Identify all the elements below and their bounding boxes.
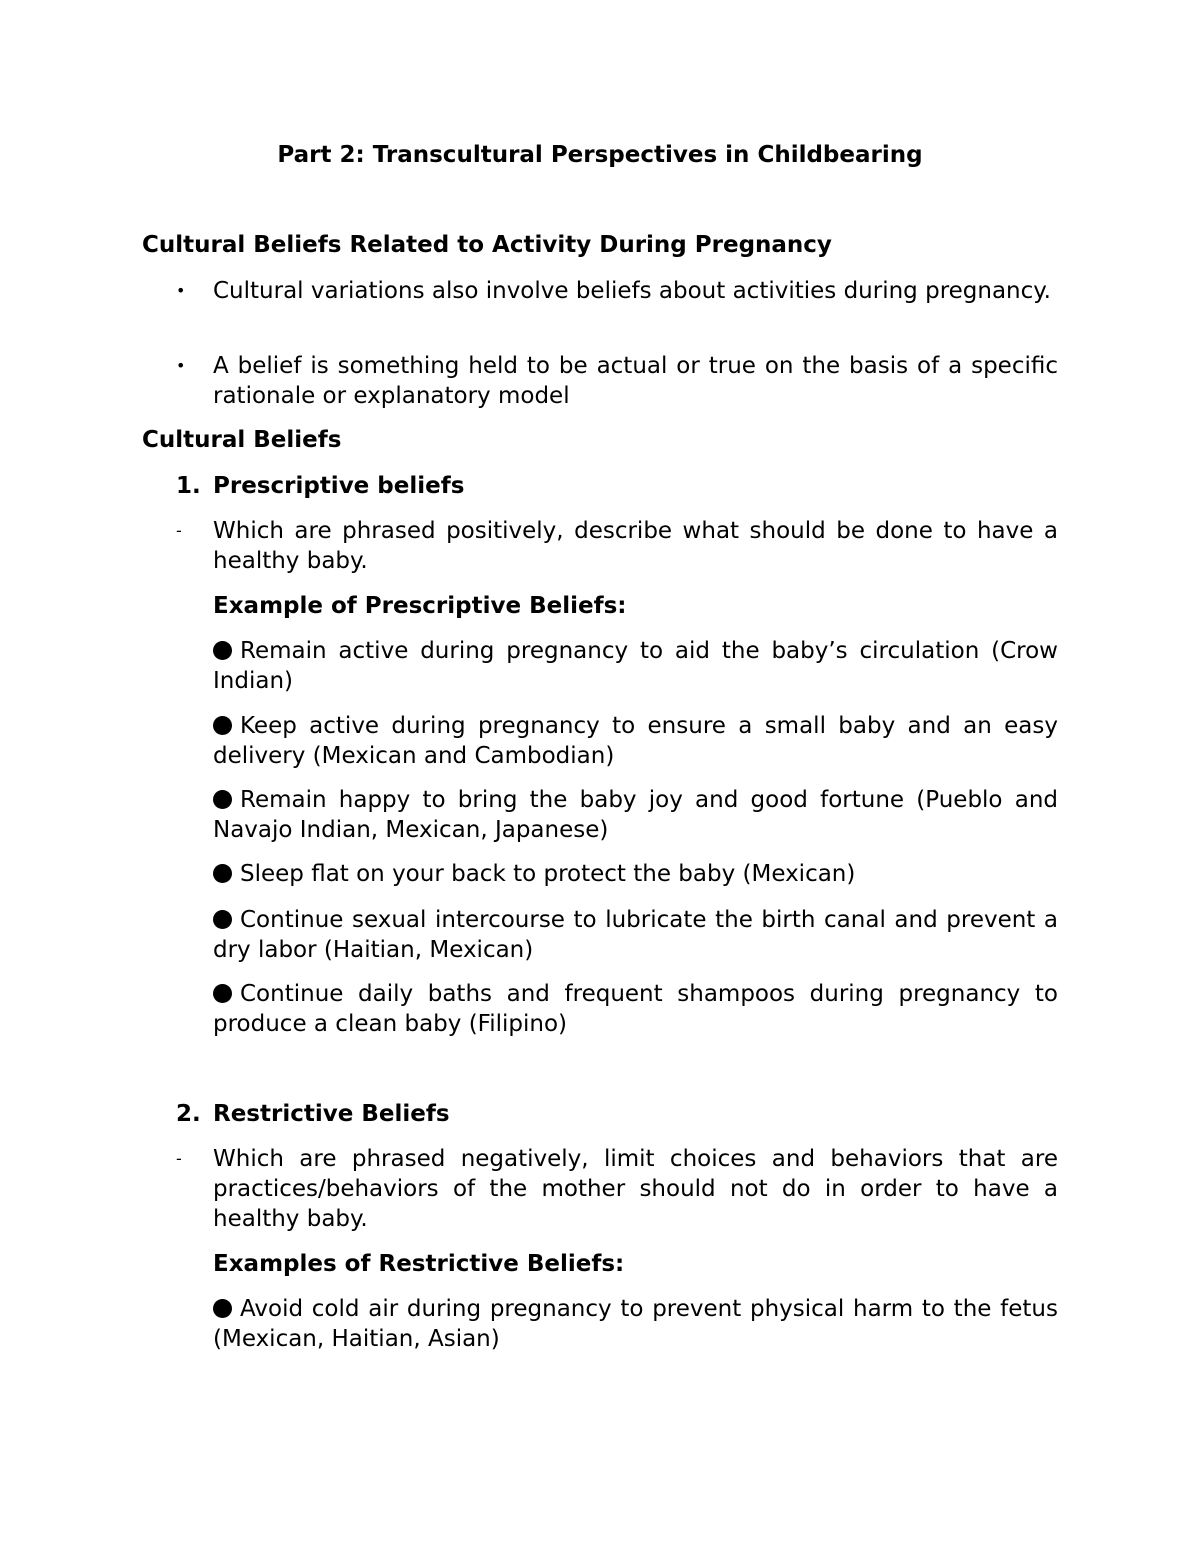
subheading-prescriptive: Prescriptive beliefs [213,473,465,499]
filled-circle-icon [213,790,232,809]
example-item [213,979,1058,1039]
example-text: Keep active during pregnancy to ensure a small baby and an easy delivery (Mexican and Cambodian) [213,713,1058,769]
example-text: Avoid cold air during pregnancy to prevent physical harm to the fetus (Mexican, Haitian, Asian) [213,1296,1058,1352]
example-text: Continue sexual intercourse to lubricate the birth canal and prevent a dry labor (Haitian, Mexican) [213,907,1058,963]
filled-circle-icon [213,910,232,929]
dash-marker: - [176,521,182,540]
bullet-item: Cultural variations also involve beliefs about activities during pregnancy. [213,278,1051,304]
filled-circle-icon [213,864,232,883]
example-item [213,905,1058,965]
filled-circle-icon [213,984,232,1003]
restrictive-description: Which are phrased negatively, limit choices and behaviors that are practices/behaviors of the mother should not do in order to have a healthy baby. [213,1146,1058,1232]
example-item [213,711,1058,771]
prescriptive-examples-heading: Example of Prescriptive Beliefs: [213,593,627,619]
example-text: Remain happy to bring the baby joy and good fortune (Pueblo and Navajo Indian, Mexican, Japanese) [213,787,1058,843]
bullet-marker: • [176,356,186,375]
example-text: Continue daily baths and frequent shampoos during pregnancy to produce a clean baby (Filipino) [213,981,1058,1037]
example-item [213,636,1058,696]
dash-marker: - [176,1149,182,1168]
filled-circle-icon [213,641,232,660]
list-number: 1. [176,473,201,499]
list-number: 2. [176,1101,201,1127]
example-item [213,859,1058,889]
example-text: Remain active during pregnancy to aid the baby’s circulation (Crow Indian) [213,638,1058,694]
example-item [213,1294,1058,1354]
bullet-marker: • [176,281,186,300]
section-heading-cultural-beliefs: Cultural Beliefs [142,427,342,453]
bullet-item: A belief is something held to be actual or true on the basis of a specific rationale or explanatory model [213,353,1058,409]
filled-circle-icon [213,716,232,735]
prescriptive-description: Which are phrased positively, describe what should be done to have a healthy baby. [213,518,1058,574]
filled-circle-icon [213,1299,232,1318]
example-item [213,785,1058,845]
example-text: Sleep flat on your back to protect the baby (Mexican) [240,861,856,887]
page-title: Part 2: Transcultural Perspectives in Childbearing [277,142,923,168]
restrictive-examples-heading: Examples of Restrictive Beliefs: [213,1251,625,1277]
section-heading-activity: Cultural Beliefs Related to Activity During Pregnancy [142,232,832,258]
subheading-restrictive: Restrictive Beliefs [213,1101,450,1127]
